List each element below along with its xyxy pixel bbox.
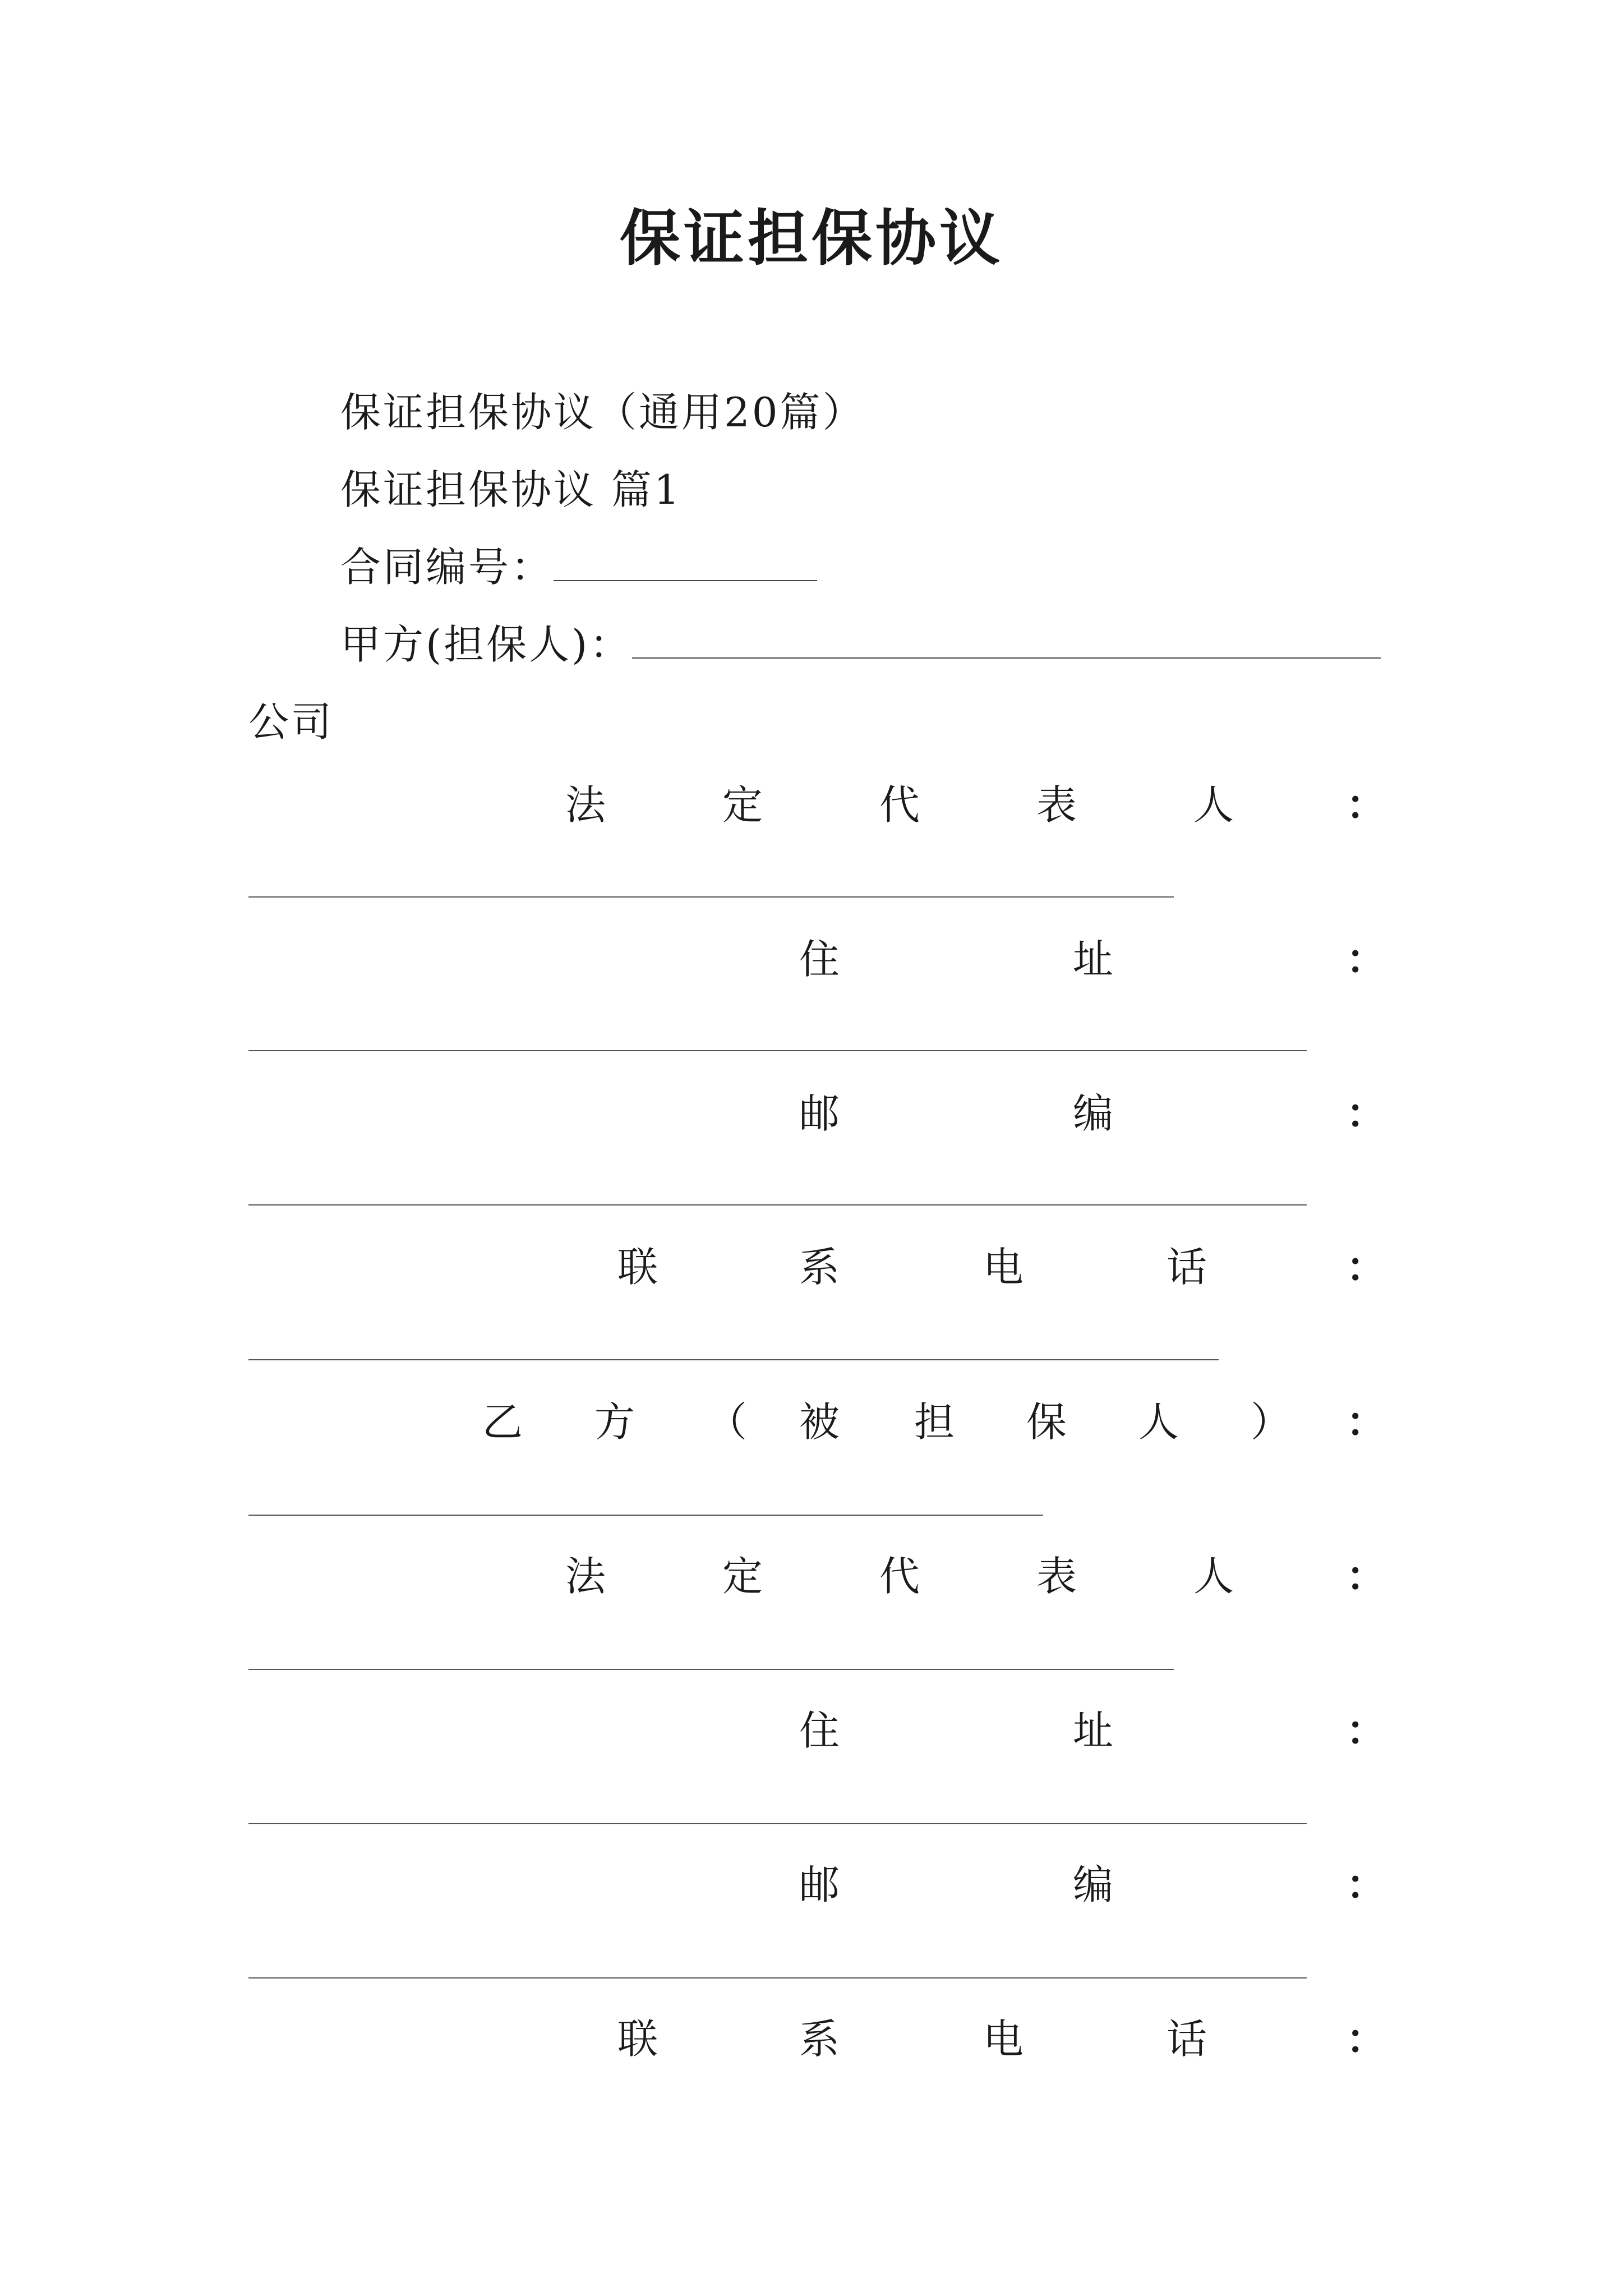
field-colon: ： [1346, 1861, 1387, 1908]
field-char: 定 [722, 781, 763, 829]
field-colon: ： [1346, 1243, 1387, 1291]
field-char: 电 [983, 2016, 1024, 2063]
field-char: 电 [983, 1244, 1024, 1291]
field-char: 法 [565, 781, 606, 829]
party-b-postcode-field [248, 1860, 1387, 1910]
field-char: 方 [594, 1398, 635, 1446]
field-char: 邮 [799, 1861, 840, 1908]
field-char: 话 [1166, 1244, 1207, 1291]
field-char: 住 [799, 1707, 840, 1754]
party-a-row [340, 619, 1381, 670]
document-subtitle: 保证担保协议（通用20篇） [340, 389, 865, 436]
party-a-address-blank [248, 1050, 1307, 1051]
field-char: 联 [617, 2016, 658, 2063]
party-b-legal-rep-field [248, 1551, 1387, 1602]
field-char: 人 [1193, 1553, 1234, 1600]
field-char: ） [1251, 1398, 1292, 1446]
field-char: 保 [1026, 1398, 1067, 1446]
field-char: （ [707, 1398, 748, 1446]
party-a-phone-field [248, 1242, 1387, 1292]
field-colon: ： [1346, 935, 1387, 983]
party-a-suffix: 公司 [248, 698, 334, 746]
field-char: 编 [1073, 1090, 1114, 1137]
party-b-address-blank [248, 1823, 1307, 1824]
field-char: 话 [1166, 2016, 1207, 2063]
field-colon: ： [1346, 1552, 1387, 1600]
party-a-phone-blank [248, 1359, 1219, 1360]
field-char: 系 [799, 2016, 840, 2063]
party-b-legal-rep-blank [248, 1669, 1174, 1670]
field-char: 编 [1073, 1861, 1114, 1908]
party-a-postcode-field [248, 1088, 1387, 1139]
field-char: 表 [1036, 1553, 1077, 1600]
field-char: 邮 [799, 1090, 840, 1137]
page-title: 保证担保协议 [619, 203, 1003, 274]
contract-number-row [340, 542, 817, 592]
field-colon: ： [1346, 1398, 1387, 1446]
contract-number-blank [554, 546, 817, 581]
party-a-blank [632, 624, 1381, 659]
field-char: 表 [1036, 781, 1077, 829]
party-b-label-field [248, 1397, 1387, 1447]
field-char: 人 [1193, 781, 1234, 829]
field-colon: ： [1346, 781, 1387, 829]
party-b-phone-field [248, 2014, 1387, 2064]
party-a-postcode-blank [248, 1204, 1307, 1205]
field-char: 系 [799, 1244, 840, 1291]
party-b-blank [248, 1515, 1043, 1516]
field-char: 联 [617, 1244, 658, 1291]
field-char: 址 [1073, 936, 1114, 983]
field-char: 担 [914, 1398, 955, 1446]
party-a-label: 甲方(担保人)： [340, 621, 633, 668]
section-heading: 保证担保协议 篇1 [340, 466, 682, 513]
party-a-legal-rep-field [248, 780, 1387, 830]
field-char: 址 [1073, 1707, 1114, 1754]
party-a-address-field [248, 934, 1387, 984]
party-b-address-field [248, 1705, 1387, 1756]
field-colon: ： [1346, 2015, 1387, 2063]
party-a-legal-rep-blank [248, 896, 1174, 898]
field-char: 乙 [482, 1398, 523, 1446]
field-char: 人 [1138, 1398, 1179, 1446]
field-char: 法 [565, 1553, 606, 1600]
party-b-postcode-blank [248, 1977, 1307, 1978]
field-char: 定 [722, 1553, 763, 1600]
field-char: 代 [879, 1553, 920, 1600]
field-char: 被 [799, 1398, 840, 1446]
field-char: 住 [799, 936, 840, 983]
contract-number-label: 合同编号： [340, 544, 554, 591]
field-char: 代 [879, 781, 920, 829]
field-colon: ： [1346, 1089, 1387, 1137]
field-colon: ： [1346, 1706, 1387, 1754]
